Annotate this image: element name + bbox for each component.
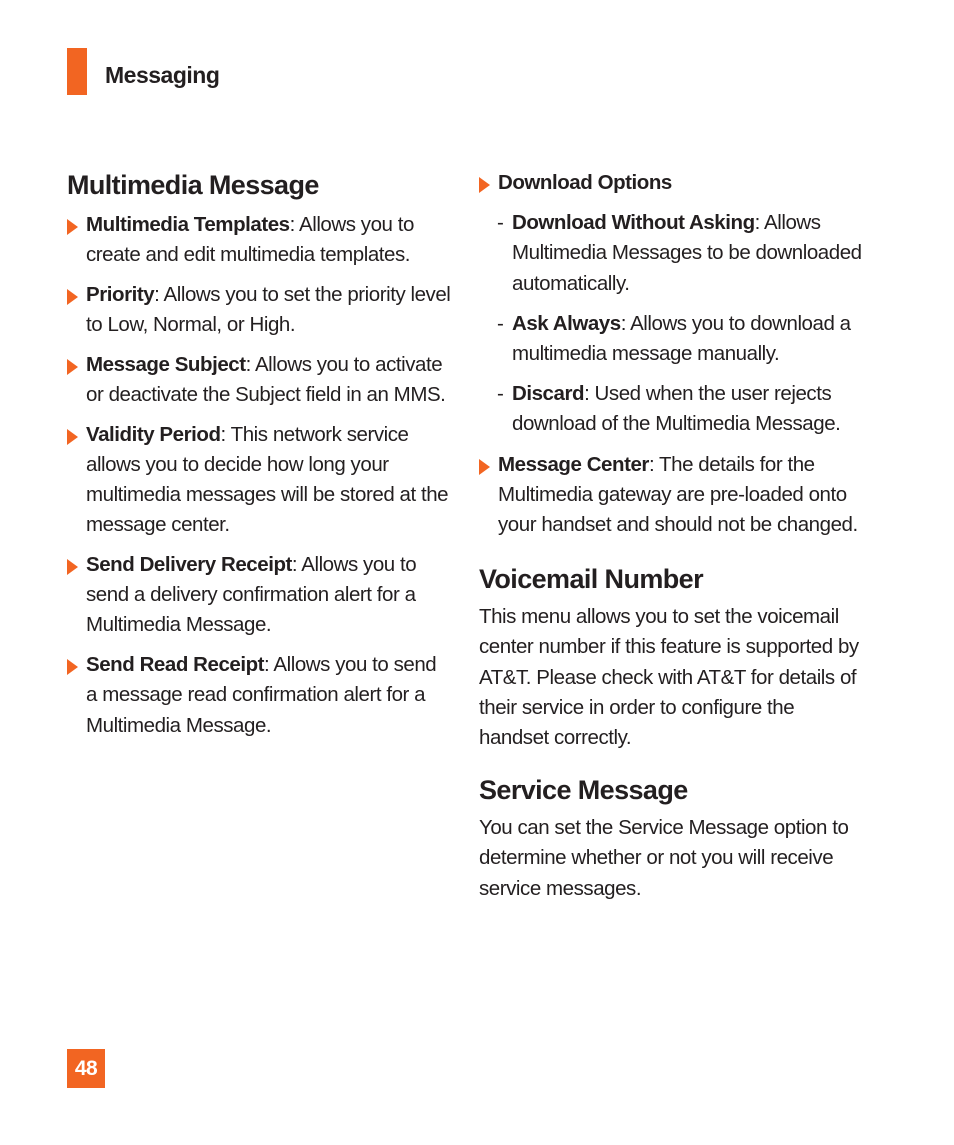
list-item — [67, 420, 452, 541]
sub-list-item — [479, 208, 864, 299]
sub-list-item — [479, 379, 864, 439]
sub-item-desc: : Allows Multimedia Messages to be downloaded automatically. — [512, 211, 862, 295]
arrow-bullet-icon — [67, 559, 78, 575]
list-item — [67, 650, 452, 741]
section-title: Messaging — [105, 62, 220, 88]
download-options-item — [479, 168, 864, 198]
sub-item-term: Ask Always — [512, 311, 621, 335]
item-term: Validity Period — [86, 422, 221, 446]
item-term: Message Center — [498, 452, 649, 476]
left-column — [67, 168, 452, 741]
arrow-bullet-icon — [67, 659, 78, 675]
item-desc: : Allows you to send a message read confirmation alert for a Multimedia Message. — [86, 653, 437, 737]
item-desc: : Allows you to create and edit multimedia templates. — [86, 213, 414, 267]
voicemail-number-heading: Voicemail Number — [479, 564, 703, 595]
arrow-bullet-icon — [67, 289, 78, 305]
service-message-heading: Service Message — [479, 775, 688, 806]
item-desc: : Allows you to send a delivery confirmation alert for a Multimedia Message. — [86, 553, 417, 637]
item-desc: : Allows you to set the priority level to Low, Normal, or High. — [86, 282, 451, 337]
item-desc: : The details for the Multimedia gateway are pre-loaded onto your handset and should not be changed. — [498, 452, 858, 537]
arrow-bullet-icon — [67, 359, 78, 375]
section-marker-bar — [67, 48, 87, 95]
item-desc: : This network service allows you to decide how long your multimedia messages will be stored at the message center. — [86, 422, 449, 537]
list-item — [67, 350, 452, 410]
multimedia-message-heading: Multimedia Message — [67, 170, 319, 200]
item-term: Message Subject — [86, 352, 246, 376]
item-desc: : Allows you to activate or deactivate the Subject field in an MMS. — [86, 352, 446, 407]
right-column — [479, 168, 864, 904]
list-item — [67, 550, 452, 641]
dash-marker: - — [497, 311, 504, 335]
dash-marker: - — [497, 382, 504, 406]
arrow-bullet-icon — [479, 177, 490, 193]
sub-list-item — [479, 309, 864, 369]
sub-item-term: Discard — [512, 382, 585, 406]
message-center-item — [479, 450, 864, 541]
list-item — [67, 280, 452, 340]
sub-item-desc: : Allows you to download a multimedia message manually. — [512, 311, 851, 366]
list-item — [67, 210, 452, 270]
dash-marker: - — [497, 211, 504, 235]
arrow-bullet-icon — [67, 429, 78, 445]
page-number: 48 — [67, 1049, 105, 1088]
item-term: Priority — [86, 282, 155, 306]
arrow-bullet-icon — [479, 459, 490, 475]
sub-item-term: Download Without Asking — [512, 211, 755, 235]
item-term: Multimedia Templates — [86, 213, 290, 236]
item-term: Send Read Receipt — [86, 653, 265, 677]
sub-item-desc: : Used when the user rejects download of the Multimedia Message. — [512, 382, 841, 436]
service-message-body: You can set the Service Message option to determine whether or not you will receive service messages. — [479, 816, 849, 900]
item-term: Send Delivery Receipt — [86, 553, 292, 577]
download-options-label: Download Options — [498, 171, 672, 194]
arrow-bullet-icon — [67, 219, 78, 235]
voicemail-number-body: This menu allows you to set the voicemail center number if this feature is supported by AT&T. Please check with AT&T for details of their service in order to configure the handset correctly. — [479, 605, 859, 750]
